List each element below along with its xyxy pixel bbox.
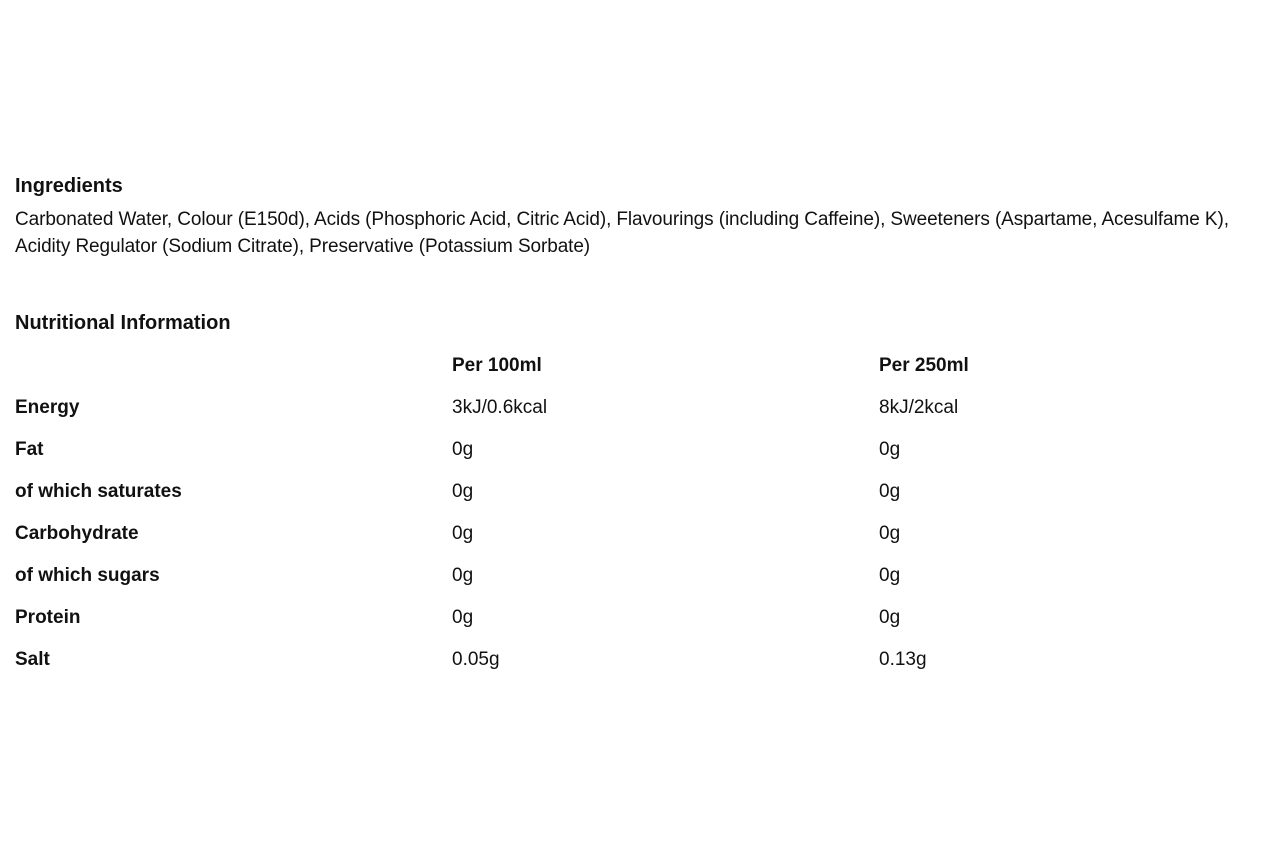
row-label: Protein: [15, 607, 81, 628]
row-per-100ml: 3kJ/0.6kcal: [452, 397, 548, 418]
row-label: Energy: [15, 397, 80, 418]
row-per-100ml: 0g: [452, 481, 474, 502]
row-per-100ml: 0g: [452, 523, 474, 544]
row-label: of which saturates: [15, 481, 182, 502]
table-row: [15, 513, 1115, 555]
row-per-250ml: 0g: [879, 481, 901, 502]
ingredients-title: Ingredients: [15, 175, 123, 197]
table-row: [15, 639, 1115, 681]
header-per-100ml: Per 100ml: [452, 355, 542, 376]
table-row: [15, 387, 1115, 429]
row-per-250ml: 0g: [879, 607, 901, 628]
row-per-250ml: 0g: [879, 523, 901, 544]
nutrition-title: Nutritional Information: [15, 312, 231, 334]
row-per-250ml: 8kJ/2kcal: [879, 397, 959, 418]
header-per-250ml: Per 250ml: [879, 355, 969, 376]
table-header-row: [15, 345, 1115, 387]
table-row: [15, 471, 1115, 513]
row-per-100ml: 0.05g: [452, 649, 500, 670]
row-label: Salt: [15, 649, 50, 670]
ingredients-list: Carbonated Water, Colour (E150d), Acids (Phosphoric Acid, Citric Acid), Flavourings (including Caffeine), Sweeteners (Aspartame, Acesulfame K), Acidity Regulator (Sodium Citrate), Preservative (Potassium Sorbate): [15, 209, 1229, 257]
table-row: [15, 597, 1115, 639]
row-per-100ml: 0g: [452, 607, 474, 628]
row-label: Fat: [15, 439, 44, 460]
table-row: [15, 429, 1115, 471]
nutrition-table: [15, 345, 1115, 681]
header-label: [15, 345, 452, 387]
row-per-250ml: 0g: [879, 565, 901, 586]
row-per-100ml: 0g: [452, 565, 474, 586]
product-info: [15, 172, 1270, 681]
row-per-250ml: 0g: [879, 439, 901, 460]
row-label: Carbohydrate: [15, 523, 139, 544]
table-row: [15, 555, 1115, 597]
row-per-250ml: 0.13g: [879, 649, 927, 670]
row-per-100ml: 0g: [452, 439, 474, 460]
row-label: of which sugars: [15, 565, 160, 586]
